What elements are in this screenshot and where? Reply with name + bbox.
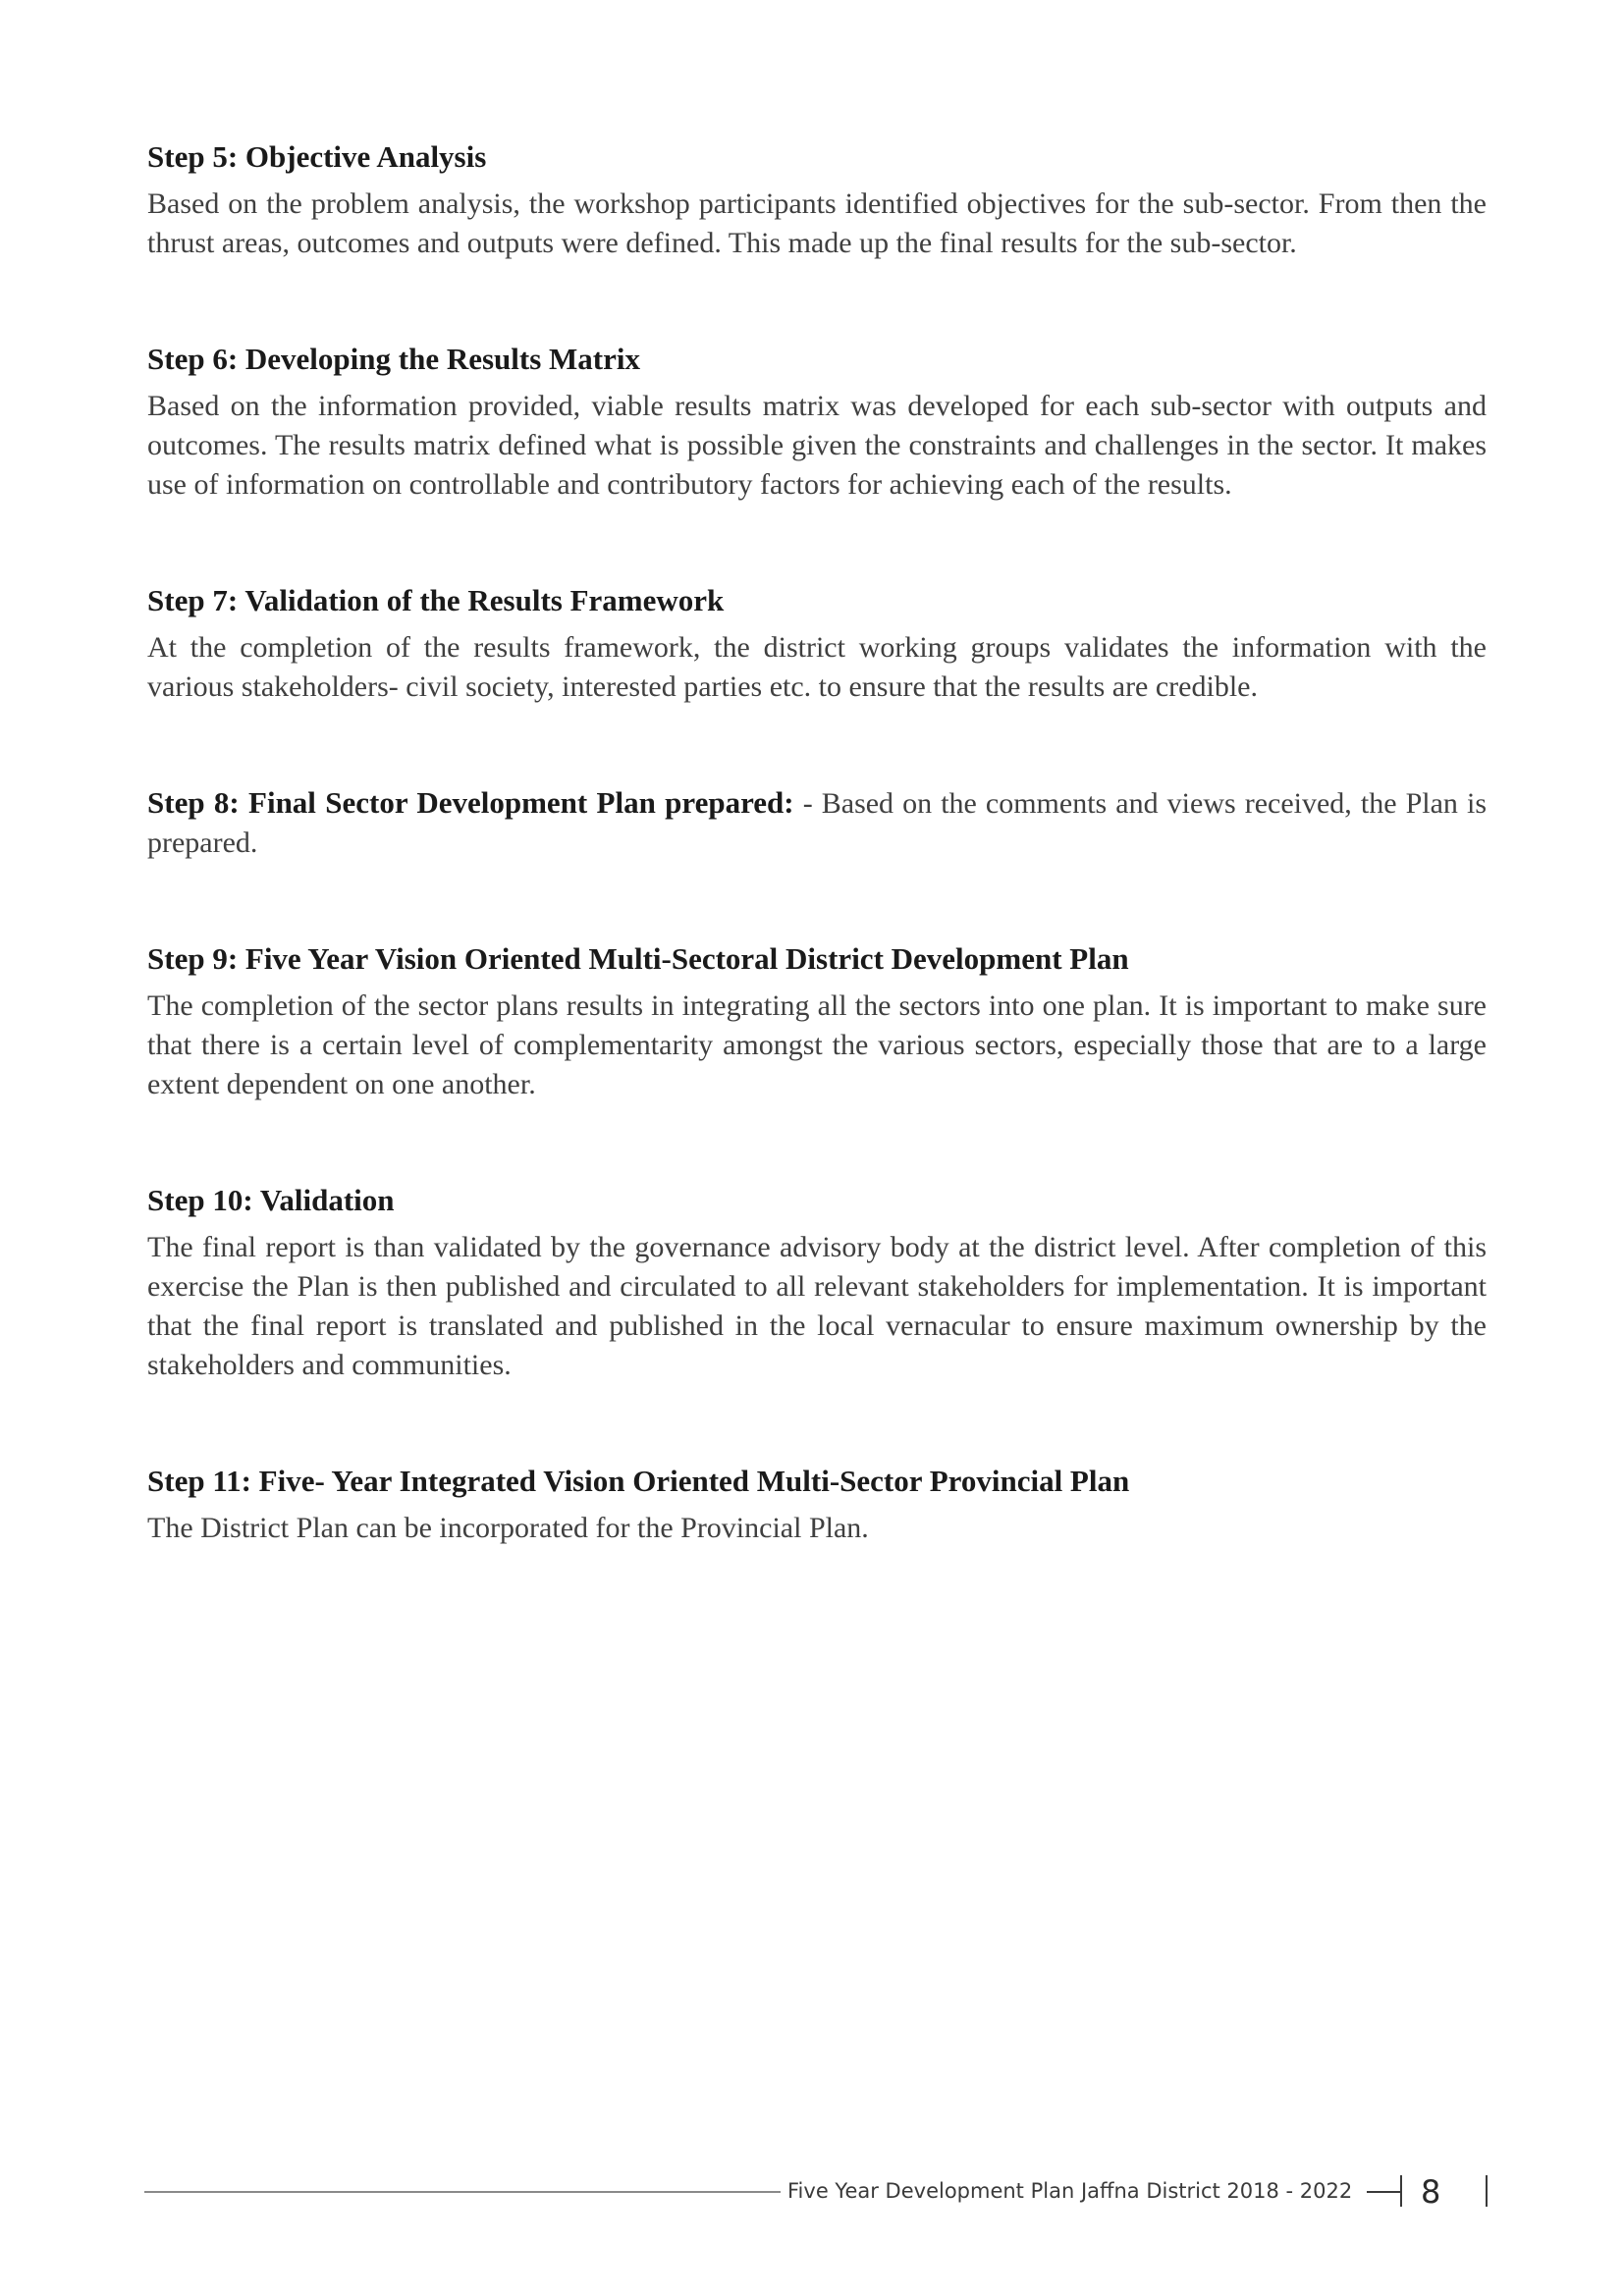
step-8-paragraph	[147, 783, 1487, 863]
step-6-paragraph: Based on the information provided, viable results matrix was developed for each sub-sector with outputs and outcomes. The results matrix defined what is possible given the constraints and challenges in the sector. It makes use of information on controllable and contributory factors for achieving each of the results.	[147, 390, 1487, 501]
page-footer	[144, 2171, 1489, 2211]
step-11-paragraph: The District Plan can be incorporated for the Provincial Plan.	[147, 1512, 869, 1544]
footer-rule-left	[144, 2191, 781, 2193]
step-6-heading: Step 6: Developing the Results Matrix	[147, 342, 640, 376]
step-7-heading: Step 7: Validation of the Results Framework	[147, 583, 725, 617]
step-8-section	[147, 783, 1487, 863]
footer-divider-left	[1400, 2175, 1402, 2207]
step-10-section	[147, 1181, 1487, 1385]
footer-divider-right	[1486, 2175, 1488, 2207]
page-number: 8	[1421, 2173, 1441, 2211]
step-6-section	[147, 340, 1487, 505]
step-5-paragraph: Based on the problem analysis, the workshop participants identified objectives for the sub-sector. From then the thrust areas, outcomes and outputs were defined. This made up the final results for the sub-sector.	[147, 187, 1487, 259]
document-body	[147, 137, 1487, 1548]
step-7-section	[147, 581, 1487, 707]
step-5-heading: Step 5: Objective Analysis	[147, 139, 487, 174]
footer-rule-right	[1367, 2191, 1400, 2193]
step-7-paragraph: At the completion of the results framework, the district working groups validates the information with the various stakeholders- civil society, interested parties etc. to ensure that the results are credible.	[147, 631, 1487, 703]
step-8-text: - Based on the comments and views received, the Plan is prepared.	[147, 787, 1487, 859]
step-5-section	[147, 137, 1487, 263]
step-11-section	[147, 1462, 1487, 1548]
step-10-paragraph: The final report is than validated by the governance advisory body at the district level. After completion of this exercise the Plan is then published and circulated to all relevant stakeholders for implementation. It is important that the final report is translated and published in the local vernacular to ensure maximum ownership by the stakeholders and communities.	[147, 1231, 1487, 1381]
footer-title: Five Year Development Plan Jaffna District 2018 - 2022	[787, 2179, 1353, 2203]
step-10-heading: Step 10: Validation	[147, 1183, 395, 1217]
step-9-section	[147, 939, 1487, 1104]
step-9-paragraph: The completion of the sector plans results in integrating all the sectors into one plan. It is important to make sure that there is a certain level of complementarity amongst the various sectors, especially those that are to a large extent dependent on one another.	[147, 989, 1487, 1100]
step-9-heading: Step 9: Five Year Vision Oriented Multi-Sectoral District Development Plan	[147, 941, 1129, 976]
step-8-heading: Step 8: Final Sector Development Plan prepared:	[147, 785, 794, 820]
step-11-heading: Step 11: Five- Year Integrated Vision Oriented Multi-Sector Provincial Plan	[147, 1464, 1130, 1498]
